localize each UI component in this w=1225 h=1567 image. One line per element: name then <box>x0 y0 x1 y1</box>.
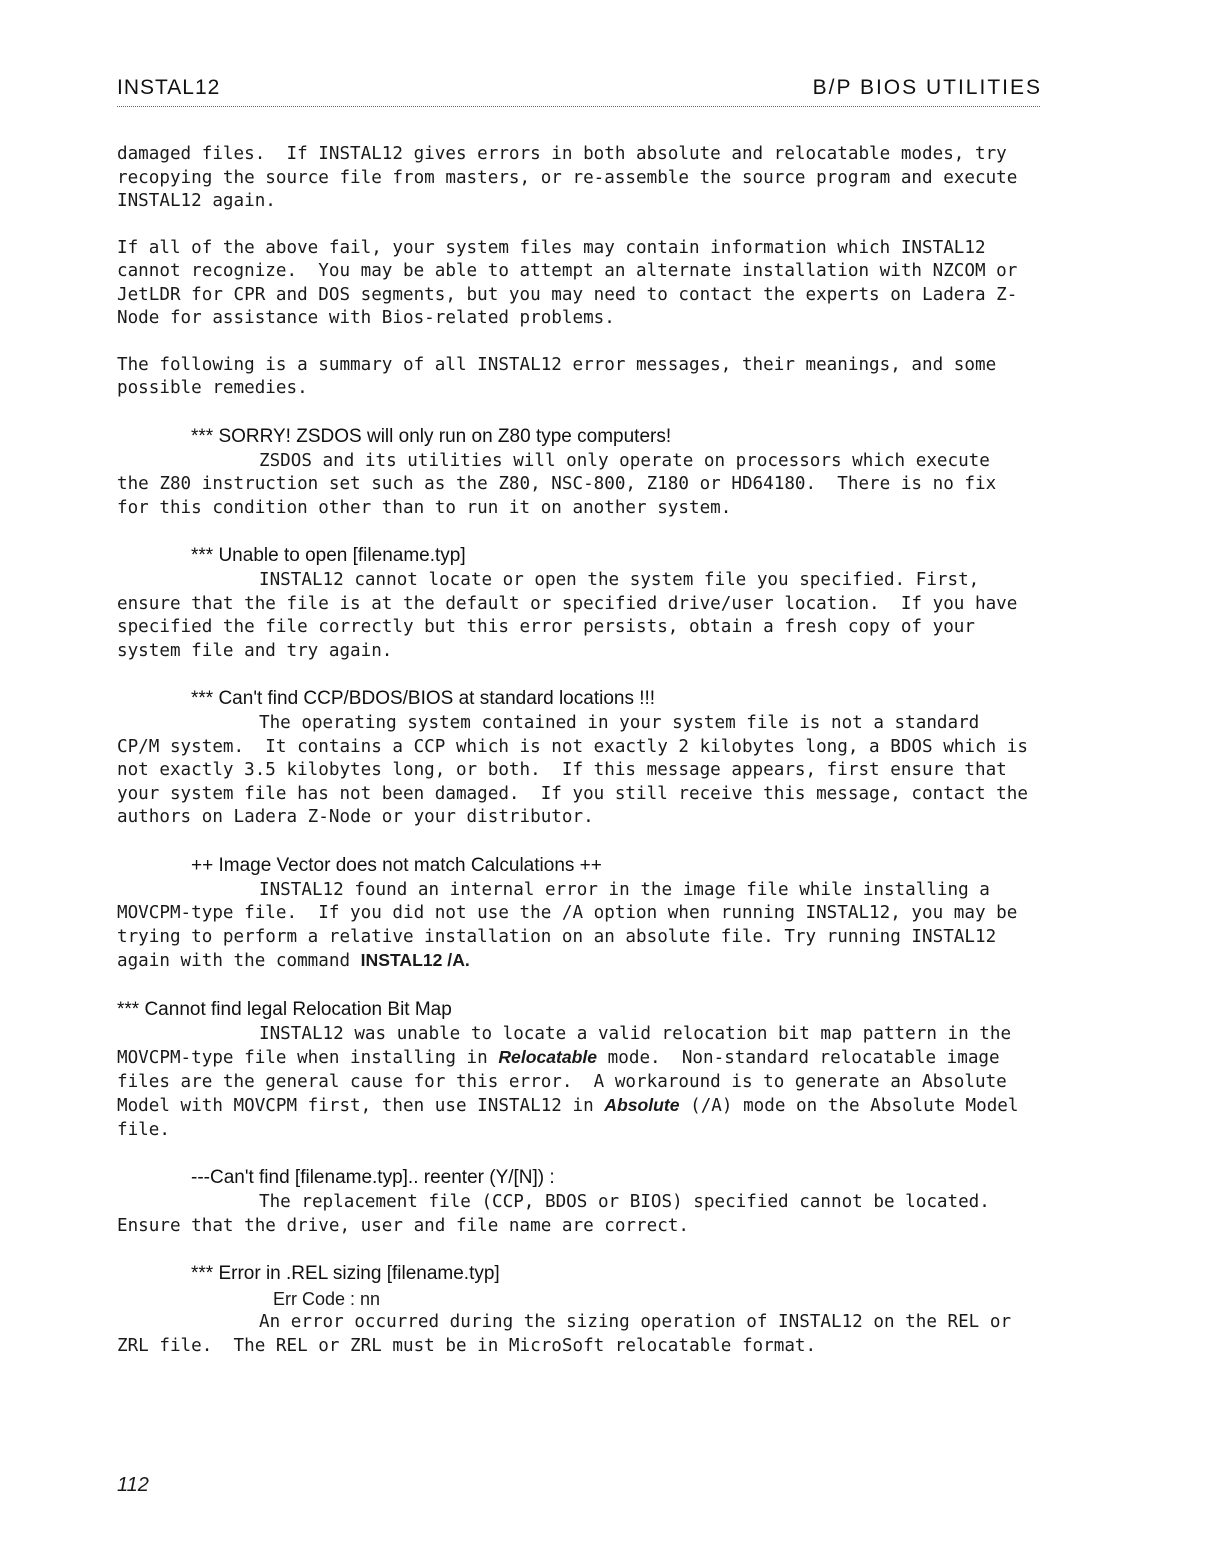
error-heading-sorry: *** SORRY! ZSDOS will only run on Z80 type computers! <box>191 425 672 447</box>
error-text-image-vector <box>117 879 1032 974</box>
command-instal12-a: INSTAL12 /A. <box>360 950 470 970</box>
error-heading-reenter: ---Can't find [filename.typ].. reenter (Y/[N]) : <box>191 1167 555 1188</box>
error-heading-rel-sizing: *** Error in .REL sizing [filename.typ] <box>191 1263 500 1284</box>
error-text-relocation-part-b: mode. Non-standard relocatable image files are the general cause for this error. A workaround is to generate an Absolute Model with MOVCPM first, then use INSTAL12 in <box>117 1048 1018 1116</box>
error-text-unable-open: INSTAL12 cannot locate or open the system file you specified. First, ensure that the file is at the default or specified drive/user location. If you have specified the file correctly but this error persists, obtain a fresh copy of your system file and try again. <box>117 570 1028 661</box>
mode-absolute: Absolute <box>604 1095 680 1115</box>
paragraph-summary-intro: The following is a summary of all INSTAL12 error messages, their meanings, and some possible remedies. <box>117 354 1007 398</box>
error-code-line: Err Code : nn <box>273 1289 381 1309</box>
paragraph-alternate-install: If all of the above fail, your system files may contain information which INSTAL12 cannot recognize. You may be able to attempt an alternate installation with NZCOM or JetLDR for CPR and DOS segments, but you may need to contact the experts on Ladera Z-Node for assistance with Bios-related problems. <box>117 237 1028 328</box>
running-header-title: INSTAL12 <box>117 76 221 99</box>
error-heading-relocation-bitmap: *** Cannot find legal Relocation Bit Map <box>117 998 452 1020</box>
error-heading-image-vector: ++ Image Vector does not match Calculations ++ <box>191 854 602 876</box>
page-number: 112 <box>117 1474 149 1496</box>
error-text-relocation-part-a: INSTAL12 was unable to locate a valid relocation bit map pattern in the MOVCPM-type file when installing in <box>117 1023 1022 1068</box>
error-text-cant-find-ccp: The operating system contained in your system file is not a standard CP/M system. It contains a CCP which is not exactly 2 kilobytes long, a BDOS which is not exactly 3.5 kilobytes long, or both. If this message appears, first ensure that your system file has not been damaged. If you still receive this message, contact the authors on Ladera Z-Node or your distributor. <box>117 713 1039 827</box>
error-text-reenter: The replacement file (CCP, BDOS or BIOS) specified cannot be located. Ensure that the drive, user and file name are correct. <box>117 1192 1012 1236</box>
error-heading-cant-find-ccp: *** Can't find CCP/BDOS/BIOS at standard locations !!! <box>191 688 656 709</box>
header-rule <box>117 106 1040 107</box>
error-text-image-vector-body: INSTAL12 found an internal error in the image file while installing a MOVCPM-type file. If you did not use the /A option when running INSTAL12, you may be trying to perform a relative installation on an absolute file. Try running INSTAL12 again with the command <box>117 879 1028 971</box>
running-header-section: B/P BIOS UTILITIES <box>812 76 1042 99</box>
error-text-rel-sizing: An error occurred during the sizing operation of INSTAL12 on the REL or ZRL file. The REL or ZRL must be in MicroSoft relocatable format. <box>117 1312 1022 1356</box>
error-heading-unable-open: *** Unable to open [filename.typ] <box>191 545 466 566</box>
error-text-relocation-bitmap <box>117 1023 1032 1143</box>
error-text-relocation-part-c: (/A) mode on the Absolute Model file. <box>117 1096 1030 1140</box>
mode-relocatable: Relocatable <box>498 1047 598 1067</box>
error-text-sorry: ZSDOS and its utilities will only operate on processors which execute the Z80 instruction set such as the Z80, NSC-800, Z180 or HD64180. There is no fix for this condition other than to run it on another system. <box>117 450 1007 518</box>
paragraph-continuation: damaged files. If INSTAL12 gives errors in both absolute and relocatable modes, try recopying the source file from masters, or re-assemble the source program and execute INSTAL12 again. <box>117 144 1028 211</box>
page-body <box>117 143 1039 1358</box>
